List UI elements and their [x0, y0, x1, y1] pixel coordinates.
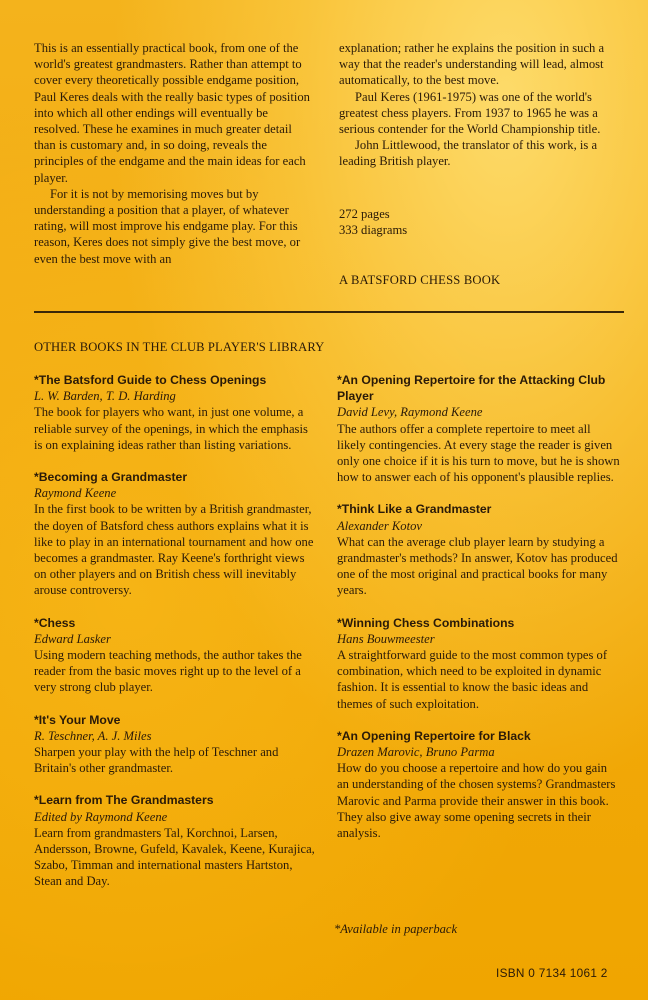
books-right-column	[337, 372, 621, 857]
page-count: 272 pages	[339, 207, 390, 221]
blurb-paragraph: John Littlewood, the translator of this work, is a leading British player.	[339, 138, 598, 169]
blurb-paragraph: explanation; rather he explains the position in such a way that the reader's understanding will lead, almost automatically, to the best move.	[339, 41, 605, 88]
book-author: David Levy, Raymond Keene	[337, 405, 483, 420]
book-title: *An Opening Repertoire for Black	[337, 728, 531, 743]
book-description: Using modern teaching methods, the author takes the reader from the basic moves right up to the level of a very strong club player.	[34, 648, 302, 695]
book-author: Edited by Raymond Keene	[34, 809, 168, 824]
library-heading: OTHER BOOKS IN THE CLUB PLAYER'S LIBRARY	[34, 340, 325, 354]
book-description: What can the average club player learn by studying a grandmaster's methods? In answer, Kotov has produced one of the most original and practical books for many years.	[337, 534, 618, 598]
book-title: *Chess	[34, 615, 76, 630]
book-entry	[34, 372, 318, 453]
book-title: *An Opening Repertoire for the Attacking Club Player	[337, 373, 606, 404]
book-description: How do you choose a repertoire and how do you gain an understanding of the chosen systems? Grandmasters Marovic and Parma provide their answer in this book. They also give away some opening secrets in their analysis.	[337, 761, 616, 841]
book-title: *Think Like a Grandmaster	[337, 502, 492, 517]
book-author: L. W. Barden, T. D. Harding	[34, 389, 176, 404]
book-title: *The Batsford Guide to Chess Openings	[34, 373, 267, 387]
book-author: Drazen Marovic, Bruno Parma	[337, 745, 495, 760]
section-divider	[34, 311, 624, 313]
book-description: In the first book to be written by a British grandmaster, the doyen of Batsford chess authors explains what it is like to play in an international tournament and how one becomes a grandmaster. Ray Keene's forthright views on other players and on British chess will inevitably arouse controversy.	[34, 502, 314, 598]
book-entry	[34, 469, 318, 599]
blurb-paragraph: For it is not by memorising moves but by understanding a position that a player, of whatever rating, will most improve his endgame play. For this reason, Keres does not simply give the best move, or even the best move with an	[34, 186, 301, 266]
book-author: Edward Lasker	[34, 631, 111, 646]
book-entry	[337, 728, 621, 841]
book-author: R. Teschner, A. J. Miles	[34, 728, 152, 743]
blurb-right-column	[339, 40, 625, 170]
book-author: Hans Bouwmeester	[337, 631, 435, 646]
blurb-left-column	[34, 40, 316, 267]
book-description: Learn from grandmasters Tal, Korchnoi, Larsen, Andersson, Browne, Gufeld, Kavalek, Keene, Kurajica, Szabo, Timman and international masters Hartston, Stean and Day.	[34, 825, 315, 889]
books-left-column	[34, 372, 318, 906]
diagram-count: 333 diagrams	[339, 223, 408, 238]
book-entry	[337, 501, 621, 598]
book-description: Sharpen your play with the help of Teschner and Britain's other grandmaster.	[34, 745, 279, 776]
book-author: Alexander Kotov	[337, 518, 422, 533]
book-entry	[34, 792, 318, 889]
book-title: *It's Your Move	[34, 712, 121, 727]
paperback-footnote: *Available in paperback	[334, 922, 458, 936]
book-description: A straightforward guide to the most common types of combination, which need to be exploited in dynamic fashion. It is essential to know the basic ideas and themes of such exploitation.	[337, 648, 608, 711]
blurb-paragraph: This is an essentially practical book, from one of the world's greatest grandmasters. Rather than attempt to cover every theoretically possible endgame position, Paul Keres deals with the really basic types of position into which all other endings will eventually be resolved. These he examines in much greater detail than is customary and, in so doing, reveals the principles of the endgame and the main ideas for each player.	[34, 41, 310, 185]
book-entry	[34, 615, 318, 696]
book-entry	[337, 372, 621, 485]
book-title: *Winning Chess Combinations	[337, 615, 515, 630]
book-description: The authors offer a complete repertoire to meet all likely contingencies. At every stage the reader is given only one choice if it is his turn to move, but he is shown how to answer each of his opponent's plausible replies.	[337, 421, 620, 485]
book-title: *Learn from The Grandmasters	[34, 793, 214, 808]
book-author: Raymond Keene	[34, 486, 117, 501]
book-entry	[34, 712, 318, 777]
book-title: *Becoming a Grandmaster	[34, 470, 188, 485]
publisher-line: A BATSFORD CHESS BOOK	[339, 273, 501, 287]
isbn-number: ISBN 0 7134 1061 2	[496, 966, 608, 980]
blurb-paragraph: Paul Keres (1961-1975) was one of the world's greatest chess players. From 1937 to 1965 he was a serious contender for the World Championship title.	[339, 89, 601, 137]
book-description: The book for players who want, in just one volume, a reliable survey of the openings, in which the emphasis is on explaining ideas rather than listing variations.	[34, 405, 308, 452]
book-entry	[337, 615, 621, 712]
book-stats	[339, 206, 407, 238]
